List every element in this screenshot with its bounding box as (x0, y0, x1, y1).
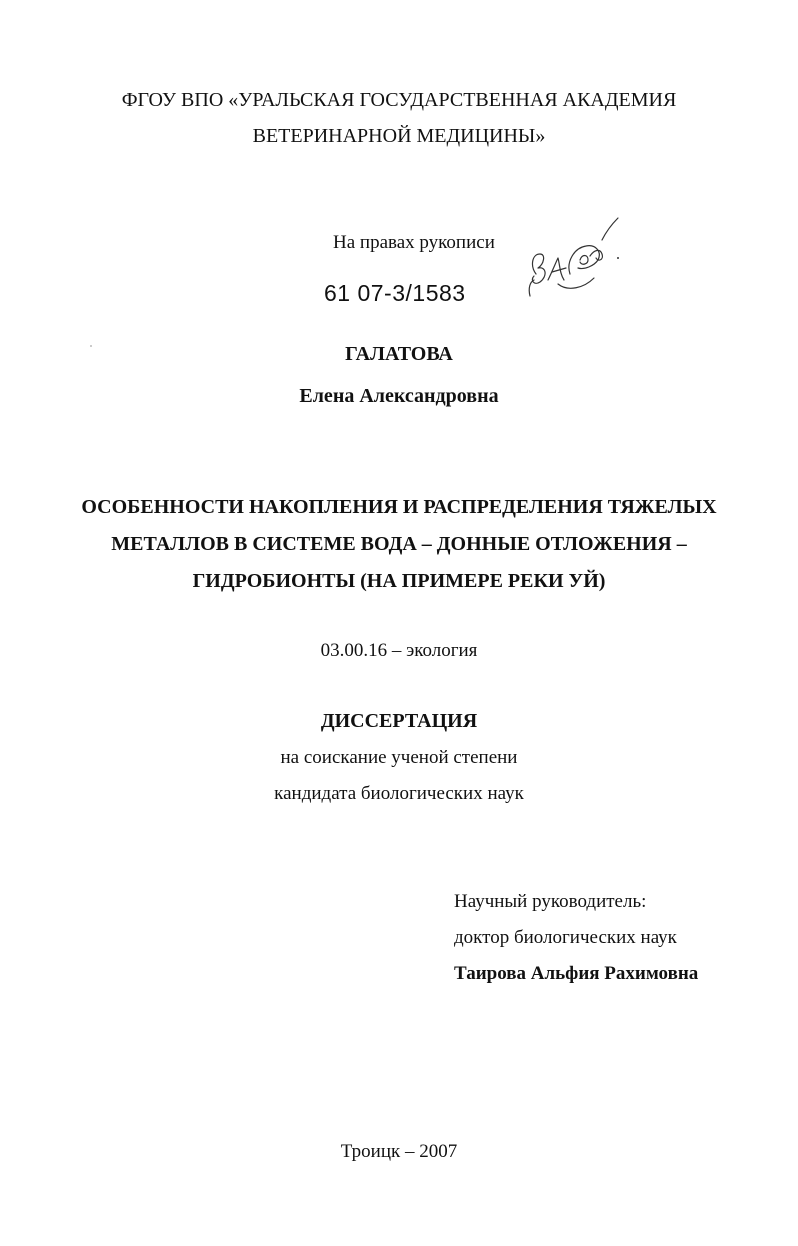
institution-line-1: ФГОУ ВПО «УРАЛЬСКАЯ ГОСУДАРСТВЕННАЯ АКАДЕМИЯ (121, 89, 677, 111)
degree-line-2: кандидата биологических наук (274, 783, 524, 804)
catalog-number: 61 07-3/1583 (324, 280, 466, 306)
dissertation-title-line-1: ОСОБЕННОСТИ НАКОПЛЕНИЯ И РАСПРЕДЕЛЕНИЯ ТЯЖЕЛЫХ (81, 496, 717, 518)
author-surname: ГАЛАТОВА (345, 343, 453, 365)
supervisor-name: Таирова Альфия Рахимовна (454, 963, 699, 984)
supervisor-label: Научный руководитель: (454, 891, 647, 912)
specialty-code: 03.00.16 – экология (320, 640, 478, 661)
degree-line-1: на соискание ученой степени (280, 747, 518, 768)
dissertation-title-line-3: ГИДРОБИОНТЫ (НА ПРИМЕРЕ РЕКИ УЙ) (192, 570, 606, 592)
document-type: ДИССЕРТАЦИЯ (320, 710, 478, 732)
supervisor-rank: доктор биологических наук (454, 927, 677, 948)
dissertation-title-line-2: МЕТАЛЛОВ В СИСТЕМЕ ВОДА – ДОННЫЕ ОТЛОЖЕНИЯ – (111, 533, 687, 555)
place-year: Троицк – 2007 (340, 1141, 458, 1162)
institution-line-2: ВЕТЕРИНАРНОЙ МЕДИЦИНЫ» (252, 125, 546, 147)
handwritten-signature (522, 214, 626, 306)
author-given-names: Елена Александровна (299, 385, 499, 407)
manuscript-note: На правах рукописи (333, 232, 495, 253)
